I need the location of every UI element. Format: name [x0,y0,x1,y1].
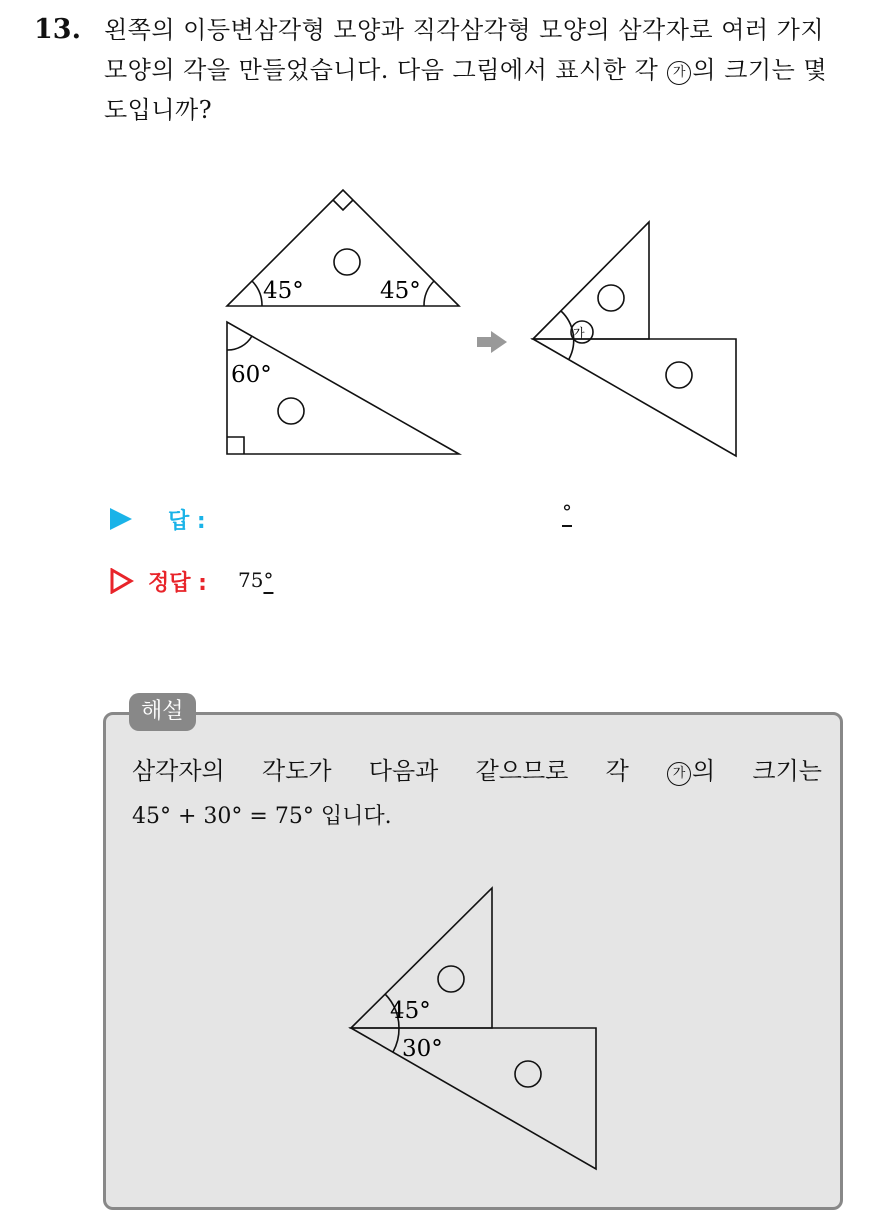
correct-label: 정답 : [148,571,207,596]
angle-ga-symbol: 가 [667,61,691,85]
correct-answer-row [110,566,510,602]
question-figure [0,0,884,480]
exp-tail-1: 의 [691,757,716,785]
correct-number: 75 [238,568,264,592]
exp-word-1: 삼각자의 [132,757,225,785]
exp-word-2: 각도가 [261,757,332,785]
exp-hole-lower [515,1061,541,1087]
exp-hole-upper [438,966,464,992]
question-line-1: 왼쪽의 이등변삼각형 모양과 직각삼각형 모양의 삼각자로 여러 가지 [104,16,825,44]
explanation-line-1 [132,748,822,794]
arc-45-right [424,281,434,306]
combined-upper-triangle [533,222,649,339]
triangle2-hole [278,398,304,424]
label-60: 60° [231,362,272,388]
answer-triangle-icon [110,508,132,530]
exp-label-30: 30° [402,1036,443,1062]
exp-lower-triangle [351,1028,596,1169]
exp-word-4: 같으므로 [475,757,569,785]
exp-word-5: 각 [605,757,629,785]
question-line-3: 도입니까? [104,96,213,124]
isosceles-triangle [227,190,459,306]
arc-60 [227,336,252,350]
combined-lower-triangle [533,339,736,456]
correct-value [238,568,273,592]
answer-label: 답 : [168,509,206,534]
correct-triangle-icon [110,568,134,594]
arc-45-left [252,281,262,306]
right-angle-mark [333,200,353,210]
exp-ga-symbol: 가 [667,762,691,786]
explanation-tag: 해설 [129,693,196,731]
explanation-line-2: 45° + 30° = 75° 입니다. [132,804,392,829]
label-45-left: 45° [263,278,304,304]
combined-hole-lower [666,362,692,388]
exp-word-3: 다음과 [368,757,439,785]
question-line-2a: 모양의 각을 만들었습니다. 다음 그림에서 표시한 각 [104,56,667,84]
correct-unit: ° [263,568,274,592]
exp-word-7: 크기는 [752,757,822,785]
explanation-figure [0,860,884,1200]
right-triangle [227,322,459,454]
exp-arc-30 [393,1028,399,1052]
explanation-text [132,748,822,840]
right-angle-mark-2 [227,437,244,454]
arrow-icon [477,331,507,353]
question-number: 13. [34,14,81,45]
answer-unit: ° [562,500,572,524]
exp-word-6 [666,748,715,794]
label-45-right: 45° [380,278,421,304]
exp-label-45: 45° [390,998,431,1024]
question-line-2b: 의 크기는 몇 [692,56,828,84]
triangle1-hole [334,249,360,275]
combined-angle-label: 가 [573,326,585,340]
combined-hole-upper [598,285,624,311]
answer-row [110,500,572,540]
